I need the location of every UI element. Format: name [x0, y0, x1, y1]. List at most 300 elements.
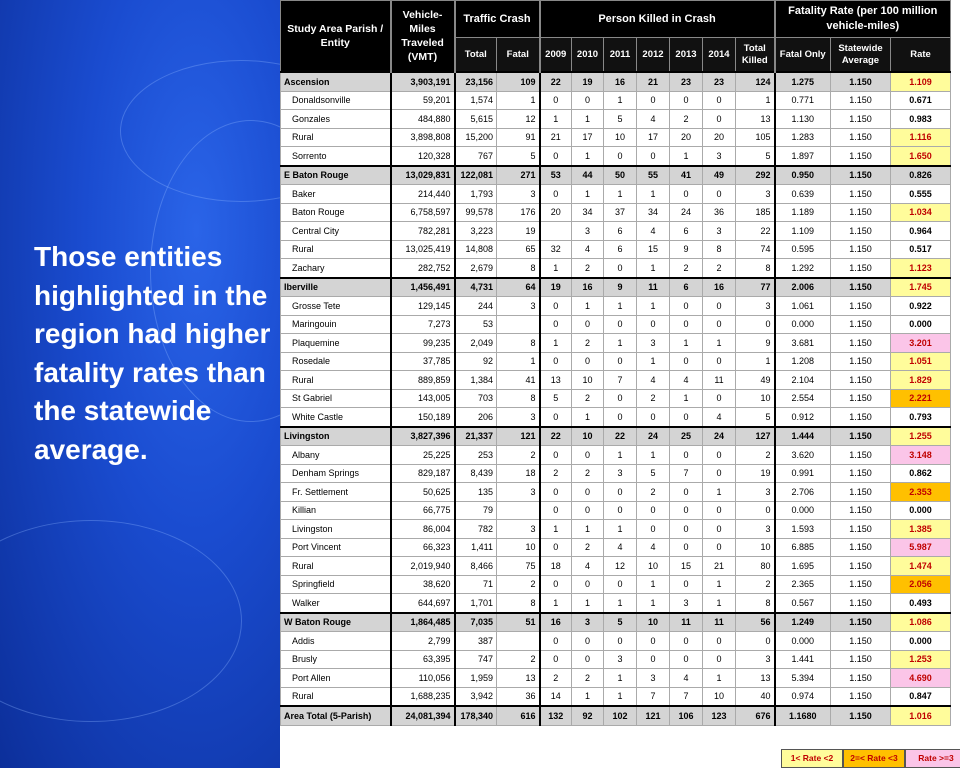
crash-fatal-cell: 3 — [497, 520, 540, 539]
killed-year-cell: 49 — [703, 166, 736, 185]
total-killed-cell: 127 — [736, 427, 775, 446]
killed-year-cell: 0 — [703, 297, 736, 316]
killed-year-cell: 6 — [604, 240, 637, 259]
crash-fatal-cell: 2 — [497, 650, 540, 669]
killed-year-cell: 0 — [572, 575, 604, 594]
killed-year-cell: 21 — [637, 72, 670, 91]
crash-total-cell: 99,578 — [455, 203, 497, 222]
killed-year-cell: 0 — [572, 632, 604, 651]
entity-name-cell: Sorrento — [281, 147, 391, 166]
crash-fatal-cell: 18 — [497, 464, 540, 483]
vmt-cell: 7,273 — [391, 315, 455, 334]
entity-row — [281, 575, 951, 594]
killed-year-cell: 8 — [703, 240, 736, 259]
vmt-cell: 66,775 — [391, 501, 455, 520]
entity-name-cell: Maringouin — [281, 315, 391, 334]
killed-year-cell: 5 — [540, 389, 572, 408]
vmt-cell: 37,785 — [391, 352, 455, 371]
crash-total-cell: 1,384 — [455, 371, 497, 390]
statewide-average-cell: 1.150 — [831, 687, 891, 706]
killed-year-cell: 0 — [604, 632, 637, 651]
crash-fatal-cell: 10 — [497, 538, 540, 557]
entity-name-cell: Central City — [281, 222, 391, 241]
vmt-cell: 2,019,940 — [391, 557, 455, 576]
entity-row — [281, 408, 951, 427]
entity-name-cell: Area Total (5-Parish) — [281, 706, 391, 725]
killed-year-cell: 0 — [540, 575, 572, 594]
total-killed-cell: 1 — [736, 91, 775, 110]
fatal-only-rate-cell: 0.567 — [775, 594, 831, 613]
total-killed-cell: 0 — [736, 632, 775, 651]
killed-year-cell: 0 — [540, 408, 572, 427]
killed-year-cell: 7 — [670, 464, 703, 483]
entity-name-cell: Port Allen — [281, 669, 391, 688]
killed-year-cell: 0 — [540, 352, 572, 371]
fatal-only-rate-cell: 1.130 — [775, 110, 831, 129]
killed-year-cell: 1 — [670, 147, 703, 166]
statewide-average-cell: 1.150 — [831, 147, 891, 166]
parish-row — [281, 166, 951, 185]
killed-year-cell: 1 — [637, 352, 670, 371]
rate-cell: 1.034 — [891, 203, 951, 222]
killed-year-cell: 1 — [572, 594, 604, 613]
killed-year-cell: 3 — [604, 464, 637, 483]
entity-name-cell: Livingston — [281, 520, 391, 539]
vmt-cell: 24,081,394 — [391, 706, 455, 725]
killed-year-cell: 9 — [604, 278, 637, 297]
fatal-only-rate-cell: 1.593 — [775, 520, 831, 539]
crash-fatal-cell: 176 — [497, 203, 540, 222]
statewide-average-cell: 1.150 — [831, 520, 891, 539]
statewide-average-cell: 1.150 — [831, 259, 891, 278]
killed-year-cell: 1 — [637, 446, 670, 465]
killed-year-cell: 4 — [637, 538, 670, 557]
killed-year-cell: 9 — [670, 240, 703, 259]
killed-year-cell: 3 — [703, 147, 736, 166]
killed-year-cell: 6 — [604, 222, 637, 241]
vmt-cell: 99,235 — [391, 334, 455, 353]
fatal-only-rate-cell: 1.109 — [775, 222, 831, 241]
rate-cell: 1.051 — [891, 352, 951, 371]
total-row — [281, 706, 951, 725]
fatal-only-rate-cell: 2.365 — [775, 575, 831, 594]
killed-year-cell: 11 — [637, 278, 670, 297]
entity-name-cell: Rural — [281, 557, 391, 576]
killed-year-cell: 1 — [604, 297, 637, 316]
rate-cell: 1.086 — [891, 613, 951, 632]
rate-cell: 0.517 — [891, 240, 951, 259]
crash-fatal-cell: 36 — [497, 687, 540, 706]
killed-year-cell: 0 — [637, 408, 670, 427]
crash-fatal-cell: 12 — [497, 110, 540, 129]
fatal-only-rate-cell: 1.208 — [775, 352, 831, 371]
killed-year-cell: 2 — [670, 259, 703, 278]
statewide-average-cell: 1.150 — [831, 594, 891, 613]
killed-year-cell: 55 — [637, 166, 670, 185]
killed-year-cell: 22 — [540, 72, 572, 91]
entity-name-cell: Springfield — [281, 575, 391, 594]
total-killed-cell: 0 — [736, 501, 775, 520]
parish-row — [281, 72, 951, 91]
crash-fatal-cell: 5 — [497, 147, 540, 166]
crash-total-cell: 178,340 — [455, 706, 497, 725]
header-fatal: Fatal — [497, 38, 540, 73]
killed-year-cell: 4 — [637, 222, 670, 241]
total-killed-cell: 5 — [736, 408, 775, 427]
header-year: 2009 — [540, 38, 572, 73]
killed-year-cell: 10 — [604, 128, 637, 147]
statewide-average-cell: 1.150 — [831, 128, 891, 147]
killed-year-cell: 11 — [670, 613, 703, 632]
killed-year-cell: 1 — [572, 185, 604, 204]
rate-cell: 0.862 — [891, 464, 951, 483]
fatal-only-rate-cell: 0.000 — [775, 632, 831, 651]
legend-item-orange: 2=< Rate <3 — [843, 749, 905, 768]
fatal-only-rate-cell: 1.275 — [775, 72, 831, 91]
fatal-only-rate-cell: 1.189 — [775, 203, 831, 222]
rate-cell: 1.255 — [891, 427, 951, 446]
killed-year-cell: 1 — [572, 147, 604, 166]
entity-row — [281, 371, 951, 390]
statewide-average-cell: 1.150 — [831, 632, 891, 651]
statewide-average-cell: 1.150 — [831, 650, 891, 669]
rate-cell: 0.555 — [891, 185, 951, 204]
killed-year-cell: 1 — [637, 185, 670, 204]
statewide-average-cell: 1.150 — [831, 557, 891, 576]
vmt-cell: 50,625 — [391, 483, 455, 502]
statewide-average-cell: 1.150 — [831, 72, 891, 91]
crash-fatal-cell: 3 — [497, 408, 540, 427]
killed-year-cell: 1 — [670, 334, 703, 353]
killed-year-cell: 1 — [540, 594, 572, 613]
fatal-only-rate-cell: 1.1680 — [775, 706, 831, 725]
entity-name-cell: White Castle — [281, 408, 391, 427]
fatal-only-rate-cell: 1.444 — [775, 427, 831, 446]
entity-name-cell: Rural — [281, 240, 391, 259]
killed-year-cell: 10 — [572, 427, 604, 446]
killed-year-cell: 0 — [604, 352, 637, 371]
crash-total-cell: 8,439 — [455, 464, 497, 483]
killed-year-cell: 16 — [703, 278, 736, 297]
killed-year-cell: 19 — [540, 278, 572, 297]
header-total-killed: Total Killed — [736, 38, 775, 73]
killed-year-cell: 2 — [572, 389, 604, 408]
total-killed-cell: 13 — [736, 110, 775, 129]
total-killed-cell: 10 — [736, 538, 775, 557]
vmt-cell: 38,620 — [391, 575, 455, 594]
killed-year-cell: 5 — [604, 613, 637, 632]
total-killed-cell: 1 — [736, 352, 775, 371]
killed-year-cell: 0 — [637, 520, 670, 539]
total-killed-cell: 8 — [736, 259, 775, 278]
killed-year-cell: 17 — [572, 128, 604, 147]
header-person-killed: Person Killed in Crash — [540, 1, 775, 38]
vmt-cell: 829,187 — [391, 464, 455, 483]
killed-year-cell: 3 — [637, 334, 670, 353]
killed-year-cell: 0 — [604, 408, 637, 427]
killed-year-cell: 0 — [572, 483, 604, 502]
crash-total-cell: 21,337 — [455, 427, 497, 446]
fatal-only-rate-cell: 1.249 — [775, 613, 831, 632]
entity-row — [281, 91, 951, 110]
killed-year-cell: 0 — [670, 632, 703, 651]
killed-year-cell: 7 — [670, 687, 703, 706]
killed-year-cell: 2 — [637, 483, 670, 502]
fatal-only-rate-cell: 1.897 — [775, 147, 831, 166]
statewide-average-cell: 1.150 — [831, 501, 891, 520]
entity-row — [281, 650, 951, 669]
killed-year-cell: 2 — [637, 389, 670, 408]
header-year: 2012 — [637, 38, 670, 73]
killed-year-cell: 0 — [604, 147, 637, 166]
entity-name-cell: Baker — [281, 185, 391, 204]
rate-cell: 0.000 — [891, 315, 951, 334]
crash-fatal-cell: 2 — [497, 446, 540, 465]
statewide-average-cell: 1.150 — [831, 389, 891, 408]
killed-year-cell: 0 — [670, 575, 703, 594]
killed-year-cell: 1 — [540, 259, 572, 278]
killed-year-cell: 2 — [572, 538, 604, 557]
entity-name-cell: Rosedale — [281, 352, 391, 371]
header-year: 2014 — [703, 38, 736, 73]
crash-total-cell: 5,615 — [455, 110, 497, 129]
total-killed-cell: 676 — [736, 706, 775, 725]
killed-year-cell: 0 — [604, 501, 637, 520]
vmt-cell: 143,005 — [391, 389, 455, 408]
killed-year-cell: 0 — [540, 91, 572, 110]
rate-cell: 4.690 — [891, 669, 951, 688]
entity-row — [281, 128, 951, 147]
entity-row — [281, 389, 951, 408]
killed-year-cell: 7 — [604, 371, 637, 390]
statewide-average-cell: 1.150 — [831, 185, 891, 204]
killed-year-cell: 0 — [703, 632, 736, 651]
statewide-average-cell: 1.150 — [831, 278, 891, 297]
killed-year-cell: 0 — [670, 483, 703, 502]
vmt-cell: 1,864,485 — [391, 613, 455, 632]
crash-total-cell: 71 — [455, 575, 497, 594]
killed-year-cell: 0 — [670, 352, 703, 371]
crash-fatal-cell: 1 — [497, 91, 540, 110]
killed-year-cell: 4 — [703, 408, 736, 427]
vmt-cell: 25,225 — [391, 446, 455, 465]
killed-year-cell: 1 — [604, 185, 637, 204]
total-killed-cell: 77 — [736, 278, 775, 297]
killed-year-cell: 0 — [703, 110, 736, 129]
entity-row — [281, 334, 951, 353]
statewide-average-cell: 1.150 — [831, 222, 891, 241]
entity-row — [281, 315, 951, 334]
killed-year-cell: 1 — [703, 334, 736, 353]
killed-year-cell: 0 — [637, 632, 670, 651]
killed-year-cell: 5 — [637, 464, 670, 483]
killed-year-cell: 1 — [572, 687, 604, 706]
entity-row — [281, 538, 951, 557]
entity-name-cell: Donaldsonville — [281, 91, 391, 110]
fatal-only-rate-cell: 3.620 — [775, 446, 831, 465]
killed-year-cell: 0 — [703, 464, 736, 483]
header-year: 2011 — [604, 38, 637, 73]
killed-year-cell: 102 — [604, 706, 637, 725]
killed-year-cell: 12 — [604, 557, 637, 576]
crash-total-cell: 1,411 — [455, 538, 497, 557]
crash-total-cell: 767 — [455, 147, 497, 166]
entity-name-cell: Livingston — [281, 427, 391, 446]
crash-fatal-cell: 65 — [497, 240, 540, 259]
killed-year-cell: 1 — [540, 334, 572, 353]
entity-row — [281, 483, 951, 502]
header-statewide-average: Statewide Average — [831, 38, 891, 73]
killed-year-cell: 0 — [703, 389, 736, 408]
parish-row — [281, 278, 951, 297]
rate-cell: 1.016 — [891, 706, 951, 725]
vmt-cell: 129,145 — [391, 297, 455, 316]
crash-fatal-cell: 8 — [497, 389, 540, 408]
killed-year-cell: 44 — [572, 166, 604, 185]
killed-year-cell: 10 — [703, 687, 736, 706]
rate-cell: 0.793 — [891, 408, 951, 427]
total-killed-cell: 74 — [736, 240, 775, 259]
killed-year-cell: 4 — [572, 557, 604, 576]
total-killed-cell: 2 — [736, 446, 775, 465]
crash-fatal-cell: 8 — [497, 594, 540, 613]
rate-cell: 2.056 — [891, 575, 951, 594]
killed-year-cell: 0 — [540, 501, 572, 520]
total-killed-cell: 13 — [736, 669, 775, 688]
killed-year-cell: 2 — [703, 259, 736, 278]
killed-year-cell: 1 — [637, 575, 670, 594]
fatal-only-rate-cell: 2.104 — [775, 371, 831, 390]
crash-total-cell: 703 — [455, 389, 497, 408]
killed-year-cell: 0 — [540, 446, 572, 465]
total-killed-cell: 185 — [736, 203, 775, 222]
entity-name-cell: Denham Springs — [281, 464, 391, 483]
killed-year-cell: 0 — [540, 147, 572, 166]
killed-year-cell: 4 — [637, 110, 670, 129]
killed-year-cell: 4 — [670, 371, 703, 390]
entity-row — [281, 520, 951, 539]
fatal-only-rate-cell: 0.000 — [775, 501, 831, 520]
entity-name-cell: E Baton Rouge — [281, 166, 391, 185]
crash-total-cell: 79 — [455, 501, 497, 520]
killed-year-cell: 1 — [670, 389, 703, 408]
fatal-only-rate-cell: 1.695 — [775, 557, 831, 576]
vmt-cell: 3,903,191 — [391, 72, 455, 91]
total-killed-cell: 22 — [736, 222, 775, 241]
statewide-average-cell: 1.150 — [831, 427, 891, 446]
statewide-average-cell: 1.150 — [831, 240, 891, 259]
killed-year-cell: 92 — [572, 706, 604, 725]
killed-year-cell: 5 — [604, 110, 637, 129]
entity-row — [281, 632, 951, 651]
killed-year-cell: 0 — [572, 446, 604, 465]
killed-year-cell: 3 — [703, 222, 736, 241]
vmt-cell: 6,758,597 — [391, 203, 455, 222]
statewide-average-cell: 1.150 — [831, 483, 891, 502]
fatal-only-rate-cell: 0.991 — [775, 464, 831, 483]
killed-year-cell: 1 — [572, 110, 604, 129]
total-killed-cell: 10 — [736, 389, 775, 408]
statewide-average-cell: 1.150 — [831, 538, 891, 557]
killed-year-cell: 3 — [637, 669, 670, 688]
statewide-average-cell: 1.150 — [831, 575, 891, 594]
killed-year-cell: 17 — [637, 128, 670, 147]
killed-year-cell: 0 — [703, 650, 736, 669]
killed-year-cell: 1 — [637, 297, 670, 316]
fatality-rate-table — [280, 0, 951, 726]
vmt-cell: 1,456,491 — [391, 278, 455, 297]
killed-year-cell: 0 — [572, 315, 604, 334]
killed-year-cell: 0 — [670, 408, 703, 427]
fatal-only-rate-cell: 0.950 — [775, 166, 831, 185]
header-traffic-crash: Traffic Crash — [455, 1, 540, 38]
crash-fatal-cell — [497, 501, 540, 520]
fatal-only-rate-cell: 6.885 — [775, 538, 831, 557]
crash-total-cell: 253 — [455, 446, 497, 465]
killed-year-cell: 0 — [604, 259, 637, 278]
crash-total-cell: 1,793 — [455, 185, 497, 204]
crash-fatal-cell: 2 — [497, 575, 540, 594]
killed-year-cell: 1 — [604, 669, 637, 688]
crash-fatal-cell: 8 — [497, 334, 540, 353]
crash-total-cell: 53 — [455, 315, 497, 334]
killed-year-cell: 14 — [540, 687, 572, 706]
crash-total-cell: 135 — [455, 483, 497, 502]
crash-total-cell: 15,200 — [455, 128, 497, 147]
crash-fatal-cell: 3 — [497, 185, 540, 204]
summary-text: Those entities highlighted in the region had higher fatality rates than the statewide average. — [34, 241, 271, 465]
entity-name-cell: Walker — [281, 594, 391, 613]
killed-year-cell: 50 — [604, 166, 637, 185]
killed-year-cell: 15 — [637, 240, 670, 259]
crash-fatal-cell: 13 — [497, 669, 540, 688]
killed-year-cell: 1 — [703, 669, 736, 688]
crash-fatal-cell: 91 — [497, 128, 540, 147]
killed-year-cell: 0 — [604, 575, 637, 594]
killed-year-cell: 37 — [604, 203, 637, 222]
vmt-cell: 782,281 — [391, 222, 455, 241]
rate-cell: 5.987 — [891, 538, 951, 557]
killed-year-cell: 16 — [572, 278, 604, 297]
killed-year-cell: 22 — [540, 427, 572, 446]
killed-year-cell: 20 — [670, 128, 703, 147]
header-vmt: Vehicle-Miles Traveled (VMT) — [391, 1, 455, 73]
killed-year-cell: 0 — [604, 315, 637, 334]
killed-year-cell: 53 — [540, 166, 572, 185]
killed-year-cell: 0 — [637, 91, 670, 110]
vmt-cell: 66,323 — [391, 538, 455, 557]
crash-total-cell: 7,035 — [455, 613, 497, 632]
statewide-average-cell: 1.150 — [831, 464, 891, 483]
vmt-cell: 889,859 — [391, 371, 455, 390]
crash-fatal-cell — [497, 315, 540, 334]
rate-cell: 1.650 — [891, 147, 951, 166]
statewide-average-cell: 1.150 — [831, 166, 891, 185]
killed-year-cell: 1 — [637, 259, 670, 278]
fatal-only-rate-cell: 0.000 — [775, 315, 831, 334]
killed-year-cell: 34 — [637, 203, 670, 222]
crash-total-cell: 122,081 — [455, 166, 497, 185]
killed-year-cell: 2 — [670, 110, 703, 129]
rate-cell: 2.221 — [891, 389, 951, 408]
entity-row — [281, 222, 951, 241]
entity-name-cell: Rural — [281, 128, 391, 147]
entity-row — [281, 501, 951, 520]
killed-year-cell: 0 — [703, 352, 736, 371]
entity-row — [281, 669, 951, 688]
killed-year-cell: 1 — [703, 575, 736, 594]
vmt-cell: 120,328 — [391, 147, 455, 166]
